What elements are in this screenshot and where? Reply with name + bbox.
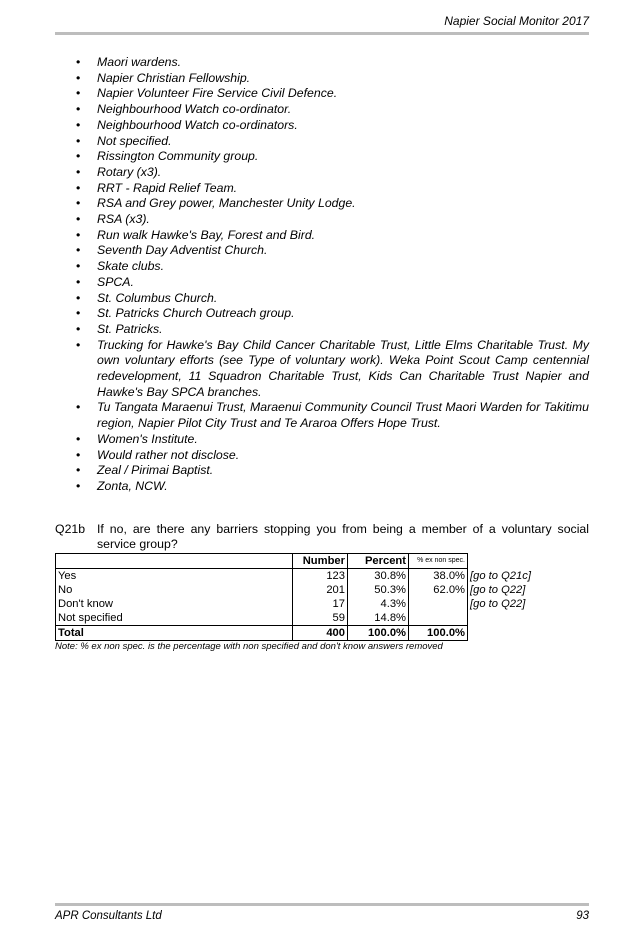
row-label: Not specified	[56, 611, 293, 626]
list-item: • Not specified.	[55, 134, 589, 150]
table-row	[56, 583, 534, 597]
row-number: 123	[293, 569, 348, 584]
page-number: 93	[576, 910, 589, 922]
question-block	[55, 522, 589, 552]
total-percent: 100.0%	[348, 626, 409, 641]
list-item: • Skate clubs.	[55, 259, 589, 275]
table-note: Note: % ex non spec. is the percentage with non specified and don't know answers removed	[55, 641, 443, 652]
list-item: • Rissington Community group.	[55, 149, 589, 165]
total-label: Total	[56, 626, 293, 641]
row-number: 17	[293, 597, 348, 611]
list-item: • RSA and Grey power, Manchester Unity Lodge.	[55, 196, 589, 212]
header-goto-blank	[468, 554, 534, 569]
header-number: Number	[293, 554, 348, 569]
footer-company: APR Consultants Ltd	[55, 910, 162, 922]
list-item: • Napier Volunteer Fire Service Civil Defence.	[55, 86, 589, 102]
row-ex-non-spec: 62.0%	[409, 583, 468, 597]
table-row	[56, 597, 534, 611]
list-item: • Napier Christian Fellowship.	[55, 71, 589, 87]
row-percent: 14.8%	[348, 611, 409, 626]
table-total-row	[56, 626, 534, 641]
row-ex-non-spec	[409, 611, 468, 626]
total-goto-blank	[468, 626, 534, 641]
list-item: • SPCA.	[55, 275, 589, 291]
header-percent: Percent	[348, 554, 409, 569]
list-item: • Run walk Hawke's Bay, Forest and Bird.	[55, 228, 589, 244]
question-text: If no, are there any barriers stopping you from being a member of a voluntary social service group?	[97, 522, 589, 551]
list-item: • St. Patricks.	[55, 322, 589, 338]
row-goto: [go to Q21c]	[470, 569, 531, 582]
row-label: Yes	[56, 569, 293, 584]
results-table	[55, 553, 534, 641]
question-number: Q21b	[55, 522, 86, 536]
total-ex-non-spec: 100.0%	[409, 626, 468, 641]
list-item: • St. Columbus Church.	[55, 291, 589, 307]
report-title: Napier Social Monitor 2017	[444, 14, 589, 28]
row-label: No	[56, 583, 293, 597]
row-ex-non-spec: 38.0%	[409, 569, 468, 584]
row-number: 201	[293, 583, 348, 597]
organisation-list	[55, 55, 589, 495]
list-item: • Rotary (x3).	[55, 165, 589, 181]
row-number: 59	[293, 611, 348, 626]
list-item: • Maori wardens.	[55, 55, 589, 71]
list-item: • Tu Tangata Maraenui Trust, Maraenui Community Council Trust Maori Warden for Takitimu region, Napier Pilot City Trust and Te Araroa Offers Hope Trust.	[55, 400, 589, 431]
list-item: • Would rather not disclose.	[55, 448, 589, 464]
row-goto: [go to Q22]	[470, 584, 526, 596]
total-number: 400	[293, 626, 348, 641]
list-item: • Zonta, NCW.	[55, 479, 589, 495]
row-percent: 4.3%	[348, 597, 409, 611]
table-row	[56, 569, 534, 584]
row-goto: [go to Q22]	[470, 598, 526, 610]
list-item: • Seventh Day Adventist Church.	[55, 243, 589, 259]
row-percent: 50.3%	[348, 583, 409, 597]
row-ex-non-spec	[409, 597, 468, 611]
page-header	[55, 14, 589, 35]
list-item: • RSA (x3).	[55, 212, 589, 228]
table-header-row	[56, 554, 534, 569]
table-row	[56, 611, 534, 626]
page-footer	[55, 903, 589, 922]
list-item: • Neighbourhood Watch co-ordinator.	[55, 102, 589, 118]
list-item: • Zeal / Pirimai Baptist.	[55, 463, 589, 479]
row-percent: 30.8%	[348, 569, 409, 584]
header-blank	[56, 554, 293, 569]
list-item: • RRT - Rapid Relief Team.	[55, 181, 589, 197]
list-item: • St. Patricks Church Outreach group.	[55, 306, 589, 322]
row-label: Don't know	[56, 597, 293, 611]
header-ex-non-spec: % ex non spec.	[409, 554, 468, 569]
list-item: • Trucking for Hawke's Bay Child Cancer Charitable Trust, Little Elms Charitable Trust. My own voluntary efforts (see Type of voluntary work). Weka Point Scout Camp centennial redevelopment, 11 Squadron Charitable Trust, Kids Can Charitable Trust Napier and Hawke's Bay SPCA branches.	[55, 338, 589, 401]
list-item: • Neighbourhood Watch co-ordinators.	[55, 118, 589, 134]
list-item: • Women's Institute.	[55, 432, 589, 448]
row-goto	[468, 611, 534, 626]
